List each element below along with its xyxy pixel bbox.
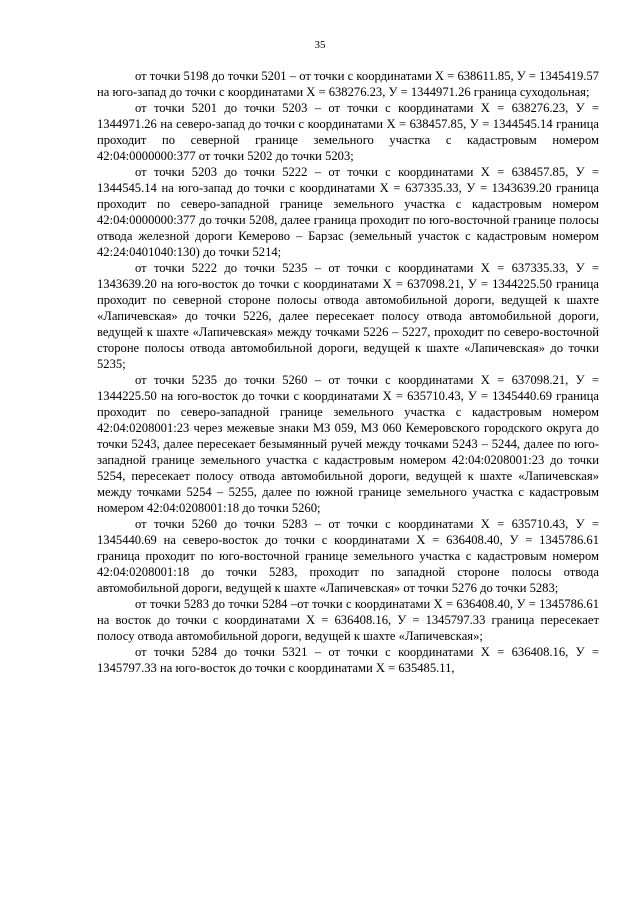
- boundary-paragraph: от точки 5222 до точки 5235 – от точки с координатами Х = 637335.33, У = 1343639.20 на юго-восток до точки с координатами Х = 637098.21, У = 1344225.50 граница проходит по северной стороне полосы отвода автомобильной дороги, ведущей к шахте «Лапичевская» до точки 5226, далее пересекает полосу отвода автомобильной дороги, ведущей к шахте «Лапичевская» между точками 5226 – 5227, проходит по северо-восточной стороне полосы отвода автомобильной дороги, ведущей к шахте «Лапичевская» до точки 5235;: [97, 261, 599, 371]
- page-number: 35: [314, 39, 326, 51]
- boundary-paragraph: от точки 5198 до точки 5201 – от точки с координатами Х = 638611.85, У = 1345419.57 на юго-запад до точки с координатами Х = 638276.23, У = 1344971.26 граница суходольная;: [97, 69, 599, 99]
- boundary-paragraph: от точки 5284 до точки 5321 – от точки с координатами Х = 636408.16, У = 1345797.33 на юго-восток до точки с координатами Х = 635485.11,: [97, 645, 599, 675]
- boundary-paragraph: от точки 5201 до точки 5203 – от точки с координатами Х = 638276.23, У = 1344971.26 на северо-запад до точки с координатами Х = 638457.85, У = 1344545.14 граница проходит по северной границе земельного участка с кадастровым номером 42:04:0000000:377 от точки 5202 до точки 5203;: [97, 101, 599, 163]
- boundary-paragraph: от точки 5260 до точки 5283 – от точки с координатами Х = 635710.43, У = 1345440.69 на северо-восток до точки с координатами Х = 636408.40, У = 1345786.61 граница проходит по юго-восточной границе земельного участка с кадастровым номером 42:04:0208001:18 до точки 5283, проходит по западной стороне полосы отвода автомобильной дороги, ведущей к шахте «Лапичевская» от точки 5276 до точки 5283;: [97, 517, 599, 595]
- boundary-paragraph: от точки 5203 до точки 5222 – от точки с координатами Х = 638457.85, У = 1344545.14 на юго-запад до точки с координатами Х = 637335.33, У = 1343639.20 граница проходит по северо-западной границе земельного участка с кадастровым номером 42:04:0000000:377 до точки 5208, далее граница проходит по юго-восточной границе полосы отвода железной дороги Кемерово – Барзас (земельный участок с кадастровым номером 42:24:0401040:130) до точки 5214;: [97, 165, 599, 259]
- boundary-paragraph: от точки 5235 до точки 5260 – от точки с координатами Х = 637098.21, У = 1344225.50 на юго-восток до точки с координатами Х = 635710.43, У = 1345440.69 граница проходит по северо-западной границе земельного участка с кадастровым номером 42:04:0208001:23 через межевые знаки МЗ 059, МЗ 060 Кемеровского городского округа до точки 5243, далее пересекает безымянный ручей между точками 5243 – 5244, далее по юго-западной границе земельного участка с кадастровым номером 42:04:0208001:23 до точки 5254, пересекает полосу отвода автомобильной дороги, ведущей к шахте «Лапичевская» между точками 5254 – 5255, далее по южной границе земельного участка с кадастровым номером 42:04:0208001:18 до точки 5260;: [97, 373, 599, 515]
- boundary-paragraph: от точки 5283 до точки 5284 –от точки с координатами Х = 636408.40, У = 1345786.61 на восток до точки с координатами Х = 636408.16, У = 1345797.33 граница пересекает полосу отвода автомобильной дороги, ведущей к шахте «Лапичевская»;: [97, 597, 599, 643]
- document-body: [97, 68, 599, 676]
